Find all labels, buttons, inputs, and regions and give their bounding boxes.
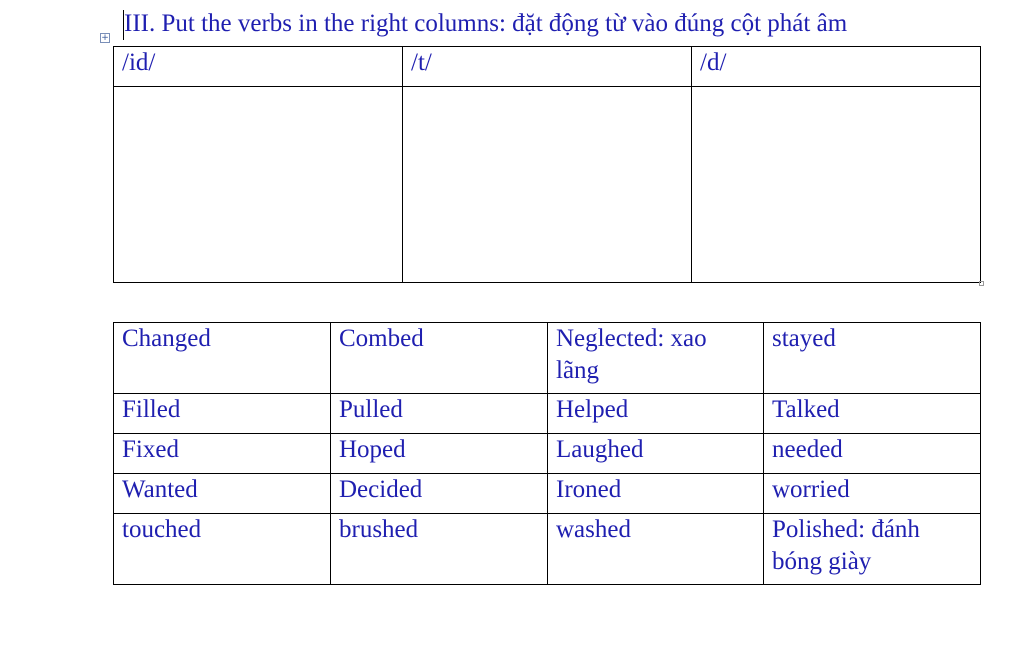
verb-cell[interactable]: worried xyxy=(764,474,981,514)
sort-table xyxy=(113,46,981,283)
verb-cell[interactable]: Pulled xyxy=(331,394,548,434)
verb-cell[interactable]: stayed xyxy=(764,323,981,394)
verbs-table xyxy=(113,322,981,585)
verb-cell[interactable]: brushed xyxy=(331,514,548,585)
verb-cell[interactable]: Combed xyxy=(331,323,548,394)
verb-cell[interactable]: Wanted xyxy=(114,474,331,514)
exercise-title[interactable]: III. Put the verbs in the right columns: đặt động từ vào đúng cột phát âm xyxy=(124,10,848,37)
table-move-handle-icon[interactable]: + xyxy=(101,33,109,43)
verb-cell[interactable]: Decided xyxy=(331,474,548,514)
table-row xyxy=(114,323,981,394)
answer-cell-id[interactable] xyxy=(114,87,403,283)
header-id[interactable]: /id/ xyxy=(114,47,403,87)
verb-cell[interactable]: Hoped xyxy=(331,434,548,474)
verb-cell[interactable]: Polished: đánh bóng giày xyxy=(764,514,981,585)
verb-cell[interactable]: Laughed xyxy=(548,434,764,474)
verb-cell[interactable]: Ironed xyxy=(548,474,764,514)
verb-cell[interactable]: needed xyxy=(764,434,981,474)
verb-cell[interactable]: Changed xyxy=(114,323,331,394)
table-row xyxy=(114,514,981,585)
answer-cell-d[interactable] xyxy=(692,87,981,283)
answer-cell-t[interactable] xyxy=(403,87,692,283)
verb-cell[interactable]: touched xyxy=(114,514,331,585)
table-resize-handle[interactable] xyxy=(979,281,984,286)
table-row xyxy=(114,434,981,474)
header-d[interactable]: /d/ xyxy=(692,47,981,87)
table-row xyxy=(114,474,981,514)
header-t[interactable]: /t/ xyxy=(403,47,692,87)
verb-cell[interactable]: Filled xyxy=(114,394,331,434)
verb-cell[interactable]: washed xyxy=(548,514,764,585)
verb-cell[interactable]: Fixed xyxy=(114,434,331,474)
verb-cell[interactable]: Neglected: xao lãng xyxy=(548,323,764,394)
verb-cell[interactable]: Helped xyxy=(548,394,764,434)
verb-cell[interactable]: Talked xyxy=(764,394,981,434)
table-row xyxy=(114,394,981,434)
